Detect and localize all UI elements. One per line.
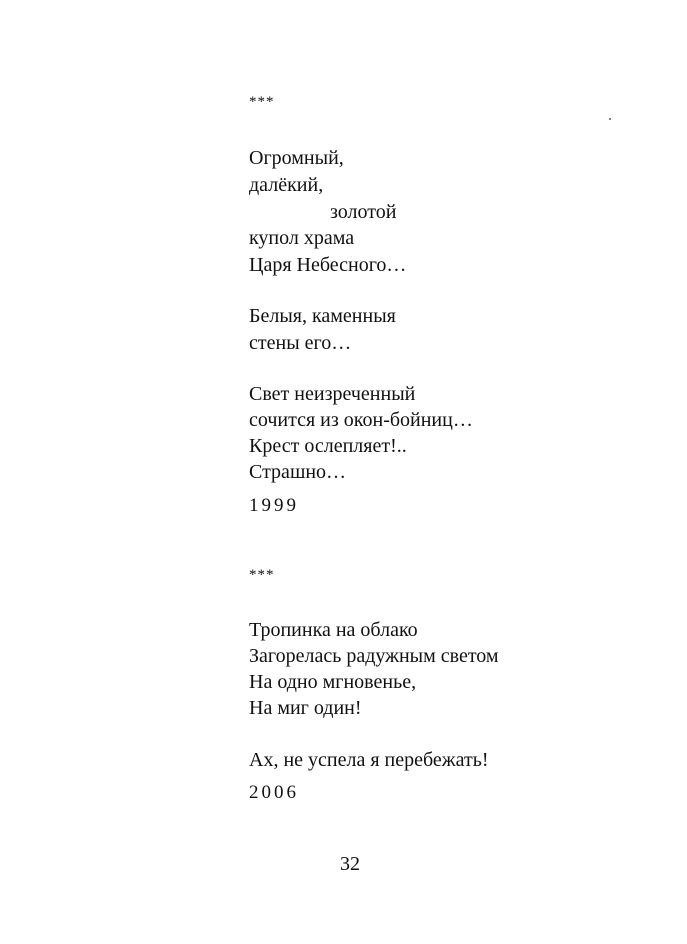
- poem-1-line: Страшно…: [249, 461, 347, 483]
- poem-2-line: На одно мгновенье,: [249, 671, 417, 693]
- poem-1-line: золотой: [330, 201, 397, 223]
- poem-1-year: 1999: [249, 495, 299, 516]
- poem-1-line: Крест ослепляет!..: [249, 435, 407, 457]
- poem-2-line: Загорелась радужным светом: [249, 645, 499, 667]
- poem-2-line: Тропинка на облако: [249, 619, 418, 641]
- poem-1-line: стены его…: [249, 332, 352, 354]
- poem-2-separator: ***: [249, 567, 275, 583]
- poem-2-line: Ах, не успела я перебежать!: [249, 749, 489, 771]
- poem-1-line: далёкий,: [249, 174, 324, 196]
- poem-1-line: купол храма: [249, 227, 355, 249]
- poem-1-line: сочится из окон-бойниц…: [249, 409, 473, 431]
- scan-speck: [609, 118, 611, 120]
- page-number: 32: [340, 853, 360, 875]
- poem-1-line: Свет неизреченный: [249, 383, 416, 405]
- poem-2-year: 2006: [249, 782, 299, 803]
- poem-2-line: На миг один!: [249, 697, 362, 719]
- poem-1-line: Белыя, каменныя: [249, 305, 396, 327]
- poem-1-line: Царя Небесного…: [249, 254, 407, 276]
- poem-1-line: Огромный,: [249, 147, 344, 169]
- poem-1-separator: ***: [249, 94, 275, 110]
